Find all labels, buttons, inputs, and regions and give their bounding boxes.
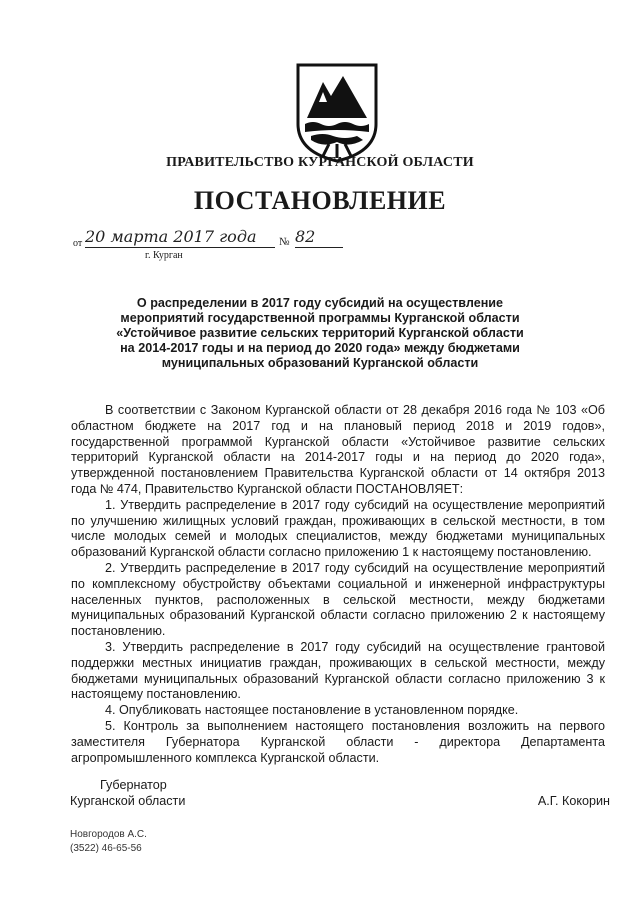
government-title: ПРАВИТЕЛЬСТВО КУРГАНСКОЙ ОБЛАСТИ: [166, 155, 474, 170]
clause-3: 3. Утвердить распределение в 2017 году субсидий на осуществление грантовой поддержки местных инициатив граждан, проживающих в сельской местности, между бюджетами муниципальных образований Курганской области согласно приложению 3 к настоящему постановлению.: [71, 639, 605, 702]
clause-4: 4. Опубликовать настоящее постановление в установленном порядке.: [105, 703, 519, 718]
subject-line: на 2014-2017 годы и на период до 2020 года» между бюджетами: [120, 341, 520, 355]
signatory-position: [70, 777, 270, 809]
handwritten-number: 82: [295, 227, 343, 248]
clause-5: 5. Контроль за выполнением настоящего постановления возложить на первого заместителя Губернатора Курганской области - директора Департамента агропромышленного комплекса Курганской области.: [71, 718, 605, 765]
city-label: г. Курган: [145, 250, 183, 261]
number-prefix: №: [279, 236, 290, 248]
kurgan-oblast-coat-of-arms-icon: [293, 62, 381, 164]
position-line: Курганской области: [70, 794, 186, 808]
executor-name: Новгородов А.С.: [70, 829, 147, 840]
preamble-paragraph: В соответствии с Законом Курганской области от 28 декабря 2016 года № 103 «Об областном бюджете на 2017 год и на плановый период 2018 и 2019 годов», государственной программой Курганской области «Устойчивое развитие сельских территорий Курганской области на 2014-2017 годы и на период до 2020 года», утвержденной постановлением Правительства Курганской области от 14 октября 2013 года № 474, Правительство Курганской области ПОСТАНОВЛЯЕТ:: [71, 403, 605, 496]
subject-line: О распределении в 2017 году субсидий на осуществление: [136, 296, 504, 310]
executor-info: [70, 828, 270, 856]
subject-line: «Устойчивое развитие сельских территорий Курганской области: [116, 326, 524, 340]
handwritten-date: 20 марта 2017 года: [85, 227, 275, 248]
position-line: Губернатор: [100, 778, 167, 792]
subject-line: мероприятий государственной программы Курганской области: [120, 311, 520, 325]
executor-phone: (3522) 46-65-56: [70, 843, 142, 854]
document-type-heading: ПОСТАНОВЛЕНИЕ: [193, 186, 447, 215]
dateline: [73, 227, 373, 267]
date-prefix: от: [73, 238, 83, 249]
subject-line: муниципальных образований Курганской области: [161, 356, 479, 370]
clause-2: 2. Утвердить распределение в 2017 году субсидий на осуществление мероприятий по комплексному обустройству объектами социальной и инженерной инфраструктуры населенных пунктов, расположенных в сельской местности, между бюджетами муниципальных образований Курганской области согласно приложению 2 к настоящему постановлению.: [71, 560, 605, 639]
document-subject: [0, 296, 640, 371]
clause-1: 1. Утвердить распределение в 2017 году субсидий на осуществление мероприятий по улучшению жилищных условий граждан, проживающих в сельской местности, в том числе молодых семей и молодых специалистов, между бюджетами муниципальных образований Курганской области согласно приложению 1 к настоящему постановлению.: [71, 497, 605, 560]
document-body: [71, 403, 605, 766]
signatory-name: А.Г. Кокорин: [537, 794, 610, 808]
